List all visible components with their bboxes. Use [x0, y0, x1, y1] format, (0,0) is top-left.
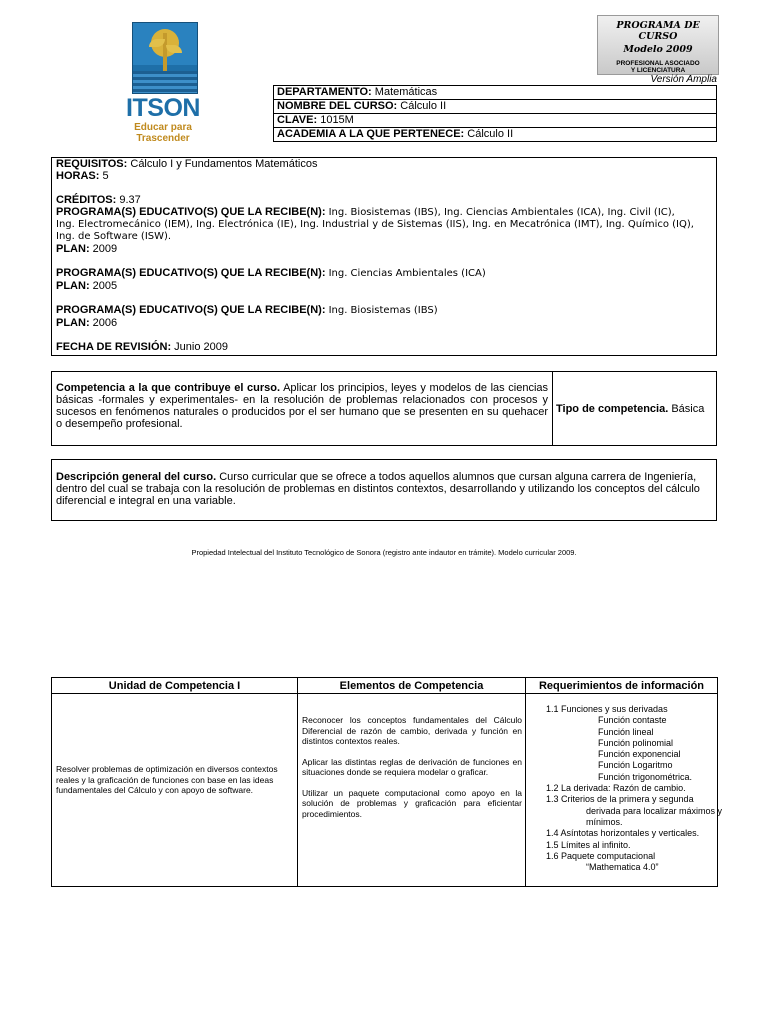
- fecha-line: [56, 341, 712, 353]
- plan-line: [56, 317, 712, 329]
- header-label: NOMBRE DEL CURSO:: [277, 100, 398, 112]
- horas-value: 5: [102, 170, 109, 182]
- descripcion-box: [51, 459, 717, 521]
- programas-label: PROGRAMA(S) EDUCATIVO(S) QUE LA RECIBE(N):: [56, 304, 326, 316]
- requerimiento-subitem: Función contaste: [598, 715, 667, 726]
- requerimiento-item: 1.1 Funciones y sus derivadas: [546, 704, 668, 714]
- header-label: DEPARTAMENTO:: [277, 86, 372, 98]
- header-cell: [274, 128, 717, 142]
- header-row: [274, 100, 717, 114]
- creditos-label: CRÉDITOS:: [56, 194, 117, 206]
- programas-label: PROGRAMA(S) EDUCATIVO(S) QUE LA RECIBE(N):: [56, 267, 326, 279]
- requerimiento-subitem: Función exponencial: [598, 749, 681, 760]
- requisitos-label: REQUISITOS:: [56, 158, 128, 170]
- programas-label: PROGRAMA(S) EDUCATIVO(S) QUE LA RECIBE(N):: [56, 206, 326, 218]
- requerimiento-item: 1.3 Criterios de la primera y segunda: [546, 794, 694, 805]
- plan-value: 2005: [92, 280, 118, 292]
- requisitos-box: [51, 157, 717, 356]
- logo-slogan-line: Trascender: [136, 133, 190, 144]
- header-value: Cálculo II: [400, 100, 447, 112]
- logo-slogan-line: Educar para: [134, 122, 192, 133]
- requerimiento-item: 1.6 Paquete computacional: [546, 850, 656, 861]
- competencia-text: [52, 372, 553, 445]
- unidad-cell: [52, 694, 298, 887]
- logo-slogan: [118, 122, 208, 144]
- tipo-label: Tipo de competencia.: [556, 402, 669, 415]
- programas-value: Ing. Ciencias Ambientales (ICA): [328, 268, 486, 279]
- header-value: Matemáticas: [374, 86, 438, 98]
- requerimiento-item: 1.4 Asíntotas horizontales y verticales.: [546, 828, 700, 839]
- requisitos-line: [56, 158, 712, 170]
- programas-line: Ing. Electromecánico (IEM), Ing. Electrónica (IE), Ing. Industrial y de Sistemas (IIS), Ing. en Mecatrónica (IMT), Ing. Químico (IQ),: [56, 219, 694, 230]
- creditos-line: [56, 194, 712, 206]
- elemento-item: Reconocer los conceptos fundamentales del Cálculo Diferencial de razón de cambio, derivada y función en distintos contextos reales.: [302, 715, 522, 746]
- plan-value: 2006: [92, 317, 118, 329]
- requerimiento-subitem: Función trigonométrica.: [598, 771, 693, 782]
- plan-label: PLAN:: [56, 243, 90, 255]
- competencia-label: Competencia a la que contribuye el curso.: [56, 382, 281, 394]
- unidad-competencia-table: [51, 677, 723, 887]
- propiedad-note: Propiedad Intelectual del Instituto Tecnológico de Sonora (registro ante indautor en trámite). Modelo curricular 2009.: [191, 548, 577, 557]
- column-header: Requerimientos de información: [526, 678, 718, 694]
- programas-line: [56, 304, 712, 317]
- requerimiento-subitem: Función Logaritmo: [598, 760, 673, 771]
- programas-value: Ing. Biosistemas (IBS): [328, 305, 438, 316]
- plan-line: [56, 280, 712, 292]
- requerimientos-cell: [526, 694, 723, 887]
- tipo-competencia: [553, 372, 716, 445]
- plan-label: PLAN:: [56, 280, 90, 292]
- unidad-text: Resolver problemas de optimización en diversos contextos reales y la graficación de funciones con base en las ideas fundamentales del Cálculo y con apoyo de software.: [56, 764, 278, 795]
- badge-title: PROGRAMA DE CURSO: [616, 20, 700, 42]
- column-header: Unidad de Competencia I: [52, 678, 298, 694]
- header-label: CLAVE:: [277, 114, 318, 126]
- plan-line: [56, 243, 712, 255]
- header-value: Cálculo II: [467, 128, 514, 140]
- elemento-item: Utilizar un paquete computacional como apoyo en la solución de problemas y graficación para eficientar procedimientos.: [302, 787, 522, 819]
- requerimiento-subitem: Función polinomial: [598, 737, 674, 748]
- itson-logo-emblem: [132, 22, 198, 94]
- program-badge: [597, 15, 719, 75]
- horas-label: HORAS:: [56, 170, 100, 182]
- header-cell: [274, 114, 717, 128]
- elemento-item: Aplicar las distintas reglas de derivación de funciones en situaciones donde se requiera modelar o graficar.: [302, 756, 522, 777]
- programas-value: Ing. Biosistemas (IBS), Ing. Ciencias Ambientales (ICA), Ing. Civil (IC),: [328, 207, 675, 218]
- header-value: 1015M: [320, 114, 354, 126]
- table-header-row: [52, 678, 718, 694]
- descripcion-label: Descripción general del curso.: [56, 471, 217, 483]
- fecha-value: Junio 2009: [174, 341, 228, 353]
- header-label: ACADEMIA A LA QUE PERTENECE:: [277, 128, 465, 140]
- badge-level-line: Y LICENCIATURA: [630, 67, 686, 74]
- competencia-box: [51, 371, 717, 446]
- badge-level-line: PROFESIONAL ASOCIADO: [616, 60, 700, 67]
- plan-label: PLAN:: [56, 317, 90, 329]
- header-cell: [274, 86, 717, 100]
- creditos-value: 9.37: [119, 194, 141, 206]
- programas-line: [56, 267, 712, 280]
- plan-value: 2009: [92, 243, 118, 255]
- fecha-label: FECHA DE REVISIÓN:: [56, 341, 172, 353]
- logo-waves-icon: [133, 71, 197, 93]
- badge-level: [598, 60, 718, 74]
- elementos-cell: [298, 694, 526, 887]
- competencia-value: Aplicar los principios, leyes y modelos de las ciencias básicas -formales y experimentales- en la resolución de problemas relacionados con procesos y sucesos en fenómenos naturales o producidos por el ser humano que se presenten en su quehacer o desempeño profesional.: [56, 382, 549, 430]
- table-row: [52, 694, 718, 887]
- programas-line: Ing. de Software (ISW).: [56, 231, 172, 242]
- horas-line: [56, 170, 712, 182]
- requerimiento-item-continued: mínimos.: [586, 816, 623, 827]
- column-header: Elementos de Competencia: [298, 678, 526, 694]
- programas-line: [56, 206, 712, 219]
- tipo-value: Básica: [671, 402, 705, 415]
- requerimiento-subitem: Función lineal: [598, 726, 654, 737]
- logo-name: ITSON: [126, 94, 200, 122]
- course-header-table: [273, 85, 717, 142]
- header-row: [274, 114, 717, 128]
- descripcion-value: Curso curricular que se ofrece a todos aquellos alumnos que cursan alguna carrera de Ingeniería, dentro del cual se trabaja con la resolución de problemas en distintos contextos, desarrollando y utilizando los conceptos del cálculo diferencial e integral en una variable.: [56, 471, 700, 507]
- requisitos-value: Cálculo I y Fundamentos Matemáticos: [130, 158, 318, 170]
- version-label: Versión Amplia: [650, 74, 717, 85]
- requerimiento-item-continued: derivada para localizar máximos y: [586, 805, 723, 816]
- requerimiento-item: 1.5 Límites al infinito.: [546, 839, 631, 850]
- header-row: [274, 128, 717, 142]
- badge-model: Modelo 2009: [623, 44, 693, 55]
- header-row: [274, 86, 717, 100]
- header-cell: [274, 100, 717, 114]
- requerimiento-item-continued: “Mathematica 4.0”: [586, 862, 659, 873]
- requerimiento-item: 1.2 La derivada: Razón de cambio.: [546, 783, 686, 794]
